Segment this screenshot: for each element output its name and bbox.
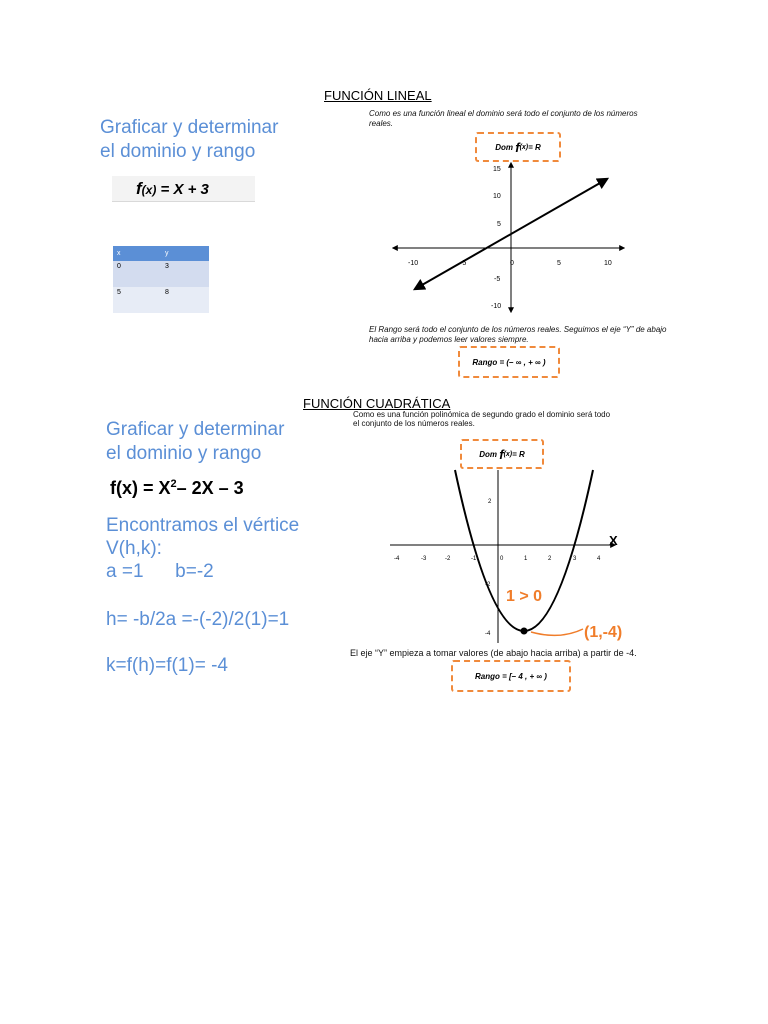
dom-value: = R <box>512 449 525 459</box>
x-tick: 10 <box>604 260 612 267</box>
table-row <box>113 261 209 287</box>
domain-note-line1: Como es una función polinómica de segundo grado el dominio será todo <box>353 410 611 419</box>
y-tick: -4 <box>485 631 491 637</box>
lineal-range-box: Rango = (– ∞ , + ∞ ) <box>458 346 560 378</box>
dom-f: f <box>515 139 520 155</box>
cuadratica-formula <box>110 478 244 499</box>
cuadratica-range-box: Rango = [– 4 , + ∞ ) <box>451 660 571 692</box>
x-tick: 0 <box>510 260 514 267</box>
formula-exponent: 2 <box>170 478 177 490</box>
x-tick: 4 <box>597 556 601 562</box>
lineal-heading-line1: Graficar y determinar <box>100 117 279 138</box>
x-tick: -4 <box>394 556 400 562</box>
vertex-block <box>106 514 299 583</box>
lineal-formula-box <box>112 176 255 202</box>
cuadratica-heading-line1: Graficar y determinar <box>106 419 285 440</box>
table-cell: 0 <box>113 261 161 287</box>
x-tick: 3 <box>573 556 577 562</box>
x-tick: -2 <box>445 556 451 562</box>
y-tick: -2 <box>485 582 491 588</box>
dom-value: = R <box>528 142 541 152</box>
formula-lhs: f(x) = X <box>110 478 171 498</box>
table-header-y: y <box>161 246 209 261</box>
vertex-title: Encontramos el vértice <box>106 515 300 536</box>
vertex-point <box>521 628 528 635</box>
section-title-lineal: FUNCIÓN LINEAL <box>324 88 432 103</box>
k-calculation: k=f(h)=f(1)= -4 <box>106 655 228 676</box>
formula-x: (x) <box>141 183 157 197</box>
domain-note-line2: el conjunto de los números reales. <box>353 419 475 428</box>
opens-up-note: 1 > 0 <box>506 588 543 605</box>
dom-label: Dom <box>495 142 513 152</box>
formula-f: f <box>136 179 142 198</box>
y-tick: 5 <box>497 221 501 228</box>
formula-rest: – 2X – 3 <box>176 478 244 498</box>
cuadratica-range-note: El eje “Y” empieza a tomar valores (de abajo hacia arriba) a partir de -4. <box>350 648 637 658</box>
x-tick: 2 <box>548 556 552 562</box>
x-tick: -3 <box>421 556 427 562</box>
table-header-x: x <box>113 246 161 261</box>
x-tick: 0 <box>500 556 504 562</box>
table-row <box>113 287 209 313</box>
lineal-range-note: El Rango será todo el conjunto de los números reales. Seguimos el eje “Y” de abajo hacia arriba y podemos leer valores siempre. <box>369 325 667 344</box>
y-tick: -5 <box>494 276 501 283</box>
cuadratica-heading <box>106 418 284 466</box>
x-tick: -1 <box>471 556 477 562</box>
x-tick: -10 <box>408 260 419 267</box>
vertex-label: (1,-4) <box>584 624 623 641</box>
x-tick: 5 <box>557 260 561 267</box>
lineal-graph <box>390 160 630 315</box>
coefficients: a =1 b=-2 <box>106 561 214 582</box>
x-tick: 1 <box>524 556 528 562</box>
y-tick: 2 <box>488 499 492 505</box>
parabola <box>455 470 593 631</box>
table-cell: 5 <box>113 287 161 313</box>
lineal-dom-box <box>475 132 561 162</box>
dom-f: f <box>499 446 504 462</box>
cuadratica-domain-note <box>353 410 683 429</box>
dom-x: (x) <box>503 450 513 458</box>
section-title-cuadratica: FUNCIÓN CUADRÁTICA <box>303 396 451 411</box>
vertex-notation: V(h,k): <box>106 538 162 559</box>
formula-rhs: = X + 3 <box>156 181 209 198</box>
lineal-domain-note: Como es una función lineal el dominio será todo el conjunto de los números reales. <box>369 109 638 128</box>
h-calculation: h= -b/2a =-(-2)/2(1)=1 <box>106 609 290 630</box>
y-tick: 10 <box>493 193 501 200</box>
dom-x: (x) <box>519 143 529 151</box>
y-tick: -10 <box>491 303 502 310</box>
table-cell: 8 <box>161 287 209 313</box>
dom-label: Dom <box>479 449 497 459</box>
lineal-heading <box>100 116 278 164</box>
table-cell: 3 <box>161 261 209 287</box>
lineal-formula <box>136 179 209 199</box>
x-tick: -5 <box>460 260 467 267</box>
cuadratica-heading-line2: el dominio y rango <box>106 443 262 464</box>
y-tick: 15 <box>493 166 501 173</box>
cuadratica-graph <box>385 465 640 645</box>
x-axis-label: X <box>609 533 618 548</box>
lineal-value-table <box>113 246 209 313</box>
vertex-pointer <box>531 629 583 635</box>
lineal-heading-line2: el dominio y rango <box>100 141 256 162</box>
